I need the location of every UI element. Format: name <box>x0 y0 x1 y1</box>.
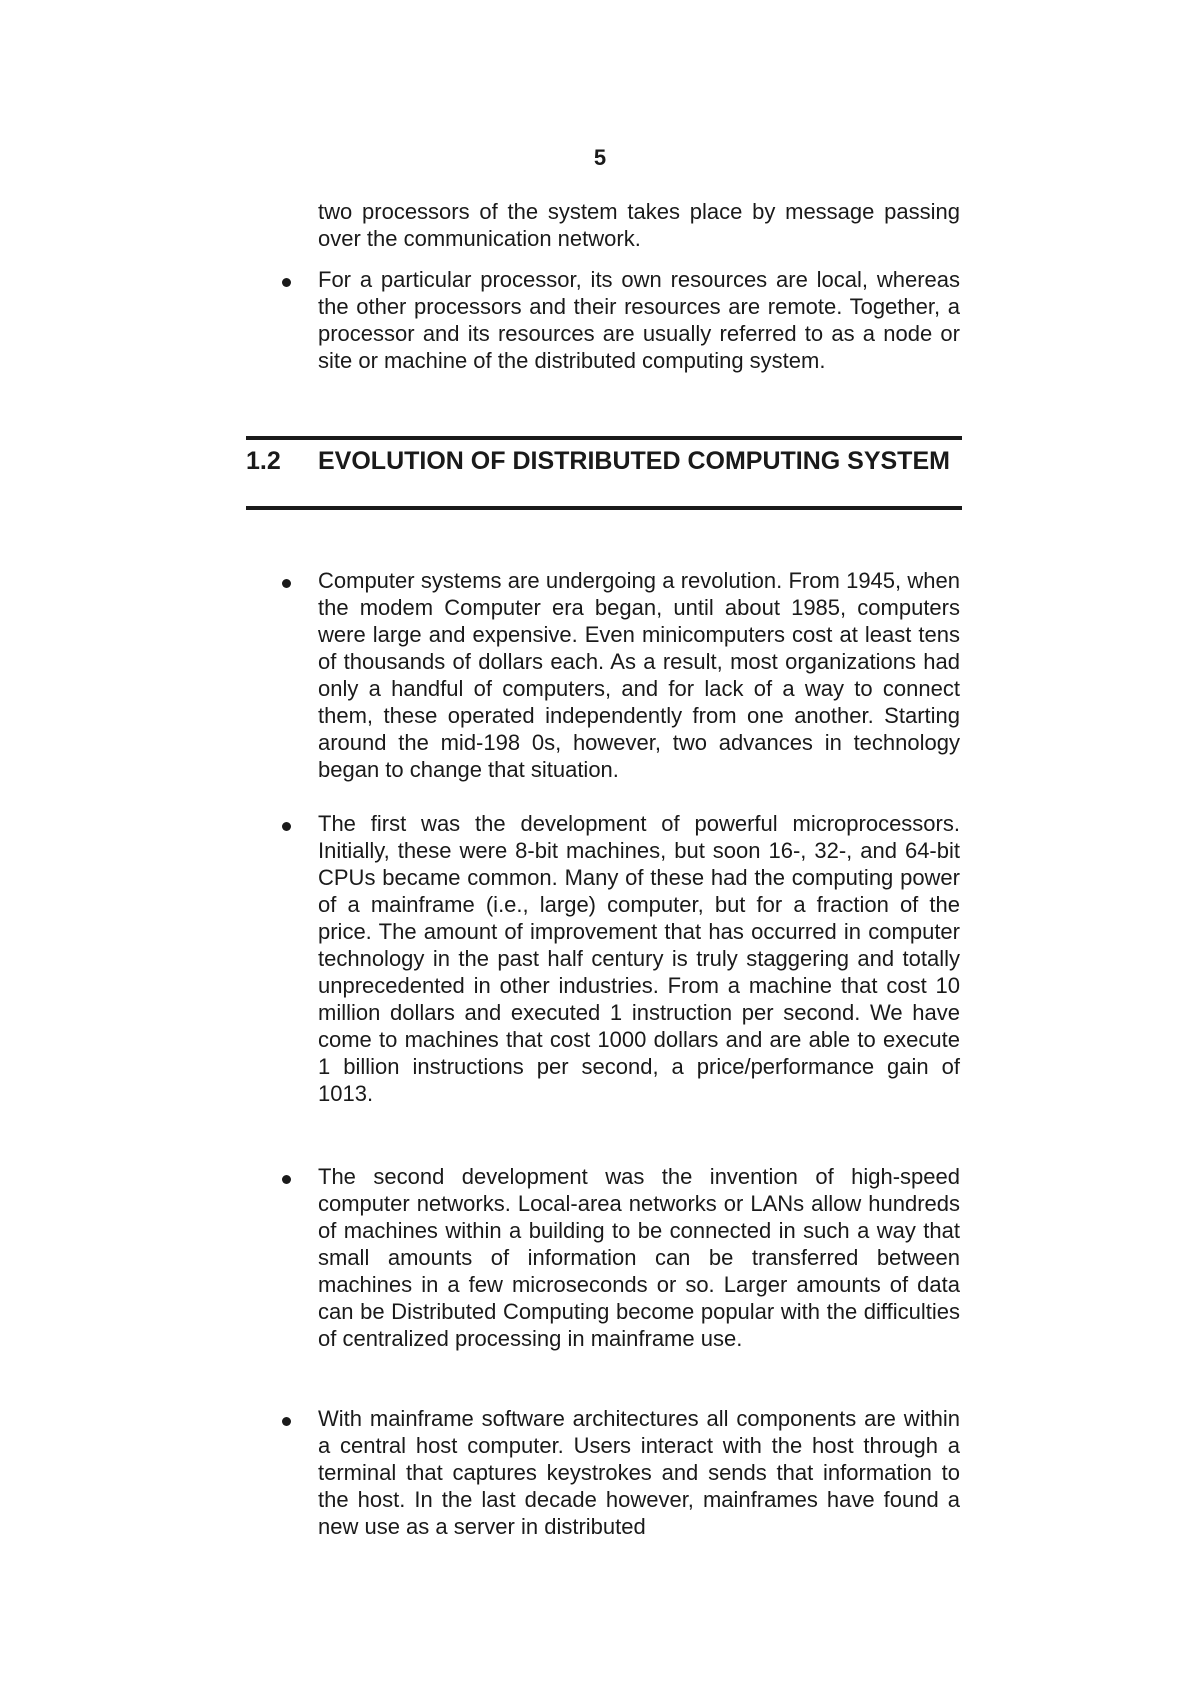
bullet-dot-icon <box>282 579 291 588</box>
section-title: EVOLUTION OF DISTRIBUTED COMPUTING SYSTEM <box>318 447 950 475</box>
bullet-dot-icon <box>282 822 291 831</box>
section-bullet-text: Computer systems are undergoing a revolution. From 1945, when the modem Computer era began, until about 1985, computers were large and expensive. Even minicomputers cost at least tens of thousands of dollars each. As a result, most organizations had only a handful of computers, and for lack of a way to connect them, these operated independently from one another. Starting around the mid-198 0s, however, two advances in technology began to change that situation. <box>318 568 960 782</box>
section-bullet-text: With mainframe software architectures all components are within a central host computer. Users interact with the host through a terminal that captures keystrokes and sends that information to the host. In the last decade however, mainframes have found a new use as a server in distributed <box>318 1406 960 1539</box>
bullet-dot-icon <box>282 278 291 287</box>
bullet-dot-icon <box>282 1175 291 1184</box>
section-bullet-text: The first was the development of powerful microprocessors. Initially, these were 8-bit machines, but soon 16-, 32-, and 64-bit CPUs became common. Many of these had the computing power of a mainframe (i.e., large) computer, but for a fraction of the price. The amount of improvement that has occurred in computer technology in the past half century is truly staggering and totally unprecedented in other industries. From a machine that cost 10 million dollars and executed 1 instruction per second. We have come to machines that cost 1000 dollars and are able to execute 1 billion instructions per second, a price/performance gain of 1013. <box>318 811 960 1106</box>
bullet-dot-icon <box>282 1417 291 1426</box>
page-number: 5 <box>593 145 607 170</box>
section-top-rule <box>246 436 962 440</box>
intro-bullet-text: For a particular processor, its own resources are local, whereas the other processors and their resources are remote. Together, a processor and its resources are usually referred to as a node or site or machine of the distributed computing system. <box>318 267 960 373</box>
section-bottom-rule <box>246 506 962 510</box>
continuation-paragraph: two processors of the system takes place by message passing over the communication network. <box>318 199 960 251</box>
section-bullet-text: The second development was the invention of high-speed computer networks. Local-area networks or LANs allow hundreds of machines within a building to be connected in such a way that small amounts of information can be transferred between machines in a few microseconds or so. Larger amounts of data can be Distributed Computing become popular with the difficulties of centralized processing in mainframe use. <box>318 1164 960 1351</box>
section-number: 1.2 <box>246 447 281 475</box>
